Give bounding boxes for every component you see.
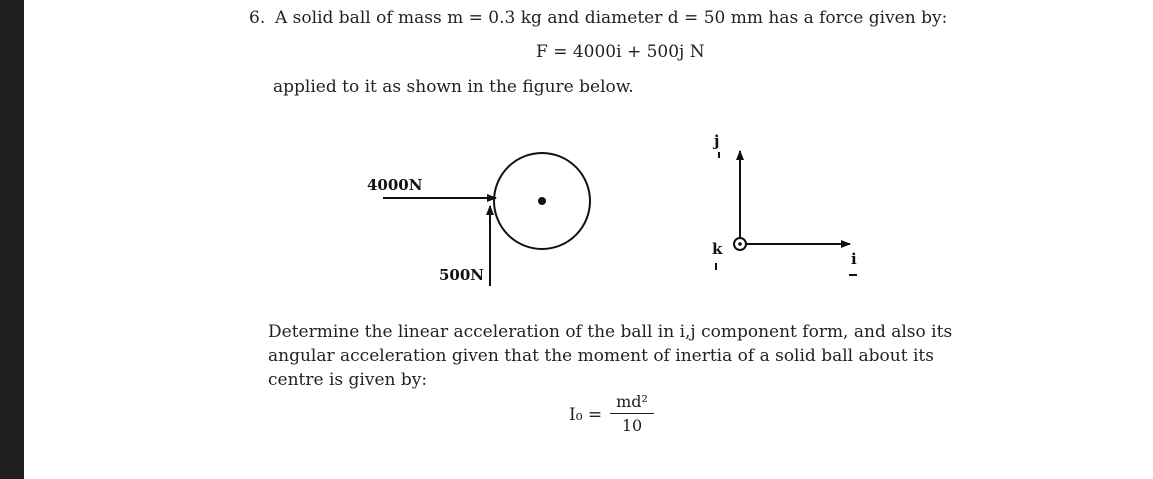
ball-centre-dot bbox=[538, 197, 546, 205]
axis-j-label: j bbox=[714, 132, 720, 150]
applied-text: applied to it as shown in the figure below. bbox=[273, 77, 634, 97]
axis-i-label: i bbox=[851, 250, 857, 268]
force-equation: F = 4000i + 500j N bbox=[536, 42, 705, 62]
inertia-lhs: I₀ = bbox=[569, 405, 603, 425]
question-line-2: angular acceleration given that the moment of inertia of a solid ball about its bbox=[268, 346, 934, 366]
axis-k-label: k bbox=[712, 240, 723, 258]
force-x-label: 4000N bbox=[367, 176, 423, 194]
question-line-1: Determine the linear acceleration of the ball in i,j component form, and also its bbox=[268, 322, 953, 342]
question-line-3: centre is given by: bbox=[268, 370, 428, 390]
problem-number: 6. bbox=[249, 8, 266, 28]
force-y-label: 500N bbox=[439, 266, 485, 284]
inertia-numerator: md² bbox=[616, 392, 648, 411]
document-page bbox=[24, 0, 1153, 479]
inertia-fraction bbox=[610, 392, 654, 435]
inertia-denominator: 10 bbox=[621, 416, 643, 435]
force-diagram bbox=[24, 0, 1153, 320]
problem-statement: A solid ball of mass m = 0.3 kg and diameter d = 50 mm has a force given by: bbox=[275, 8, 948, 28]
